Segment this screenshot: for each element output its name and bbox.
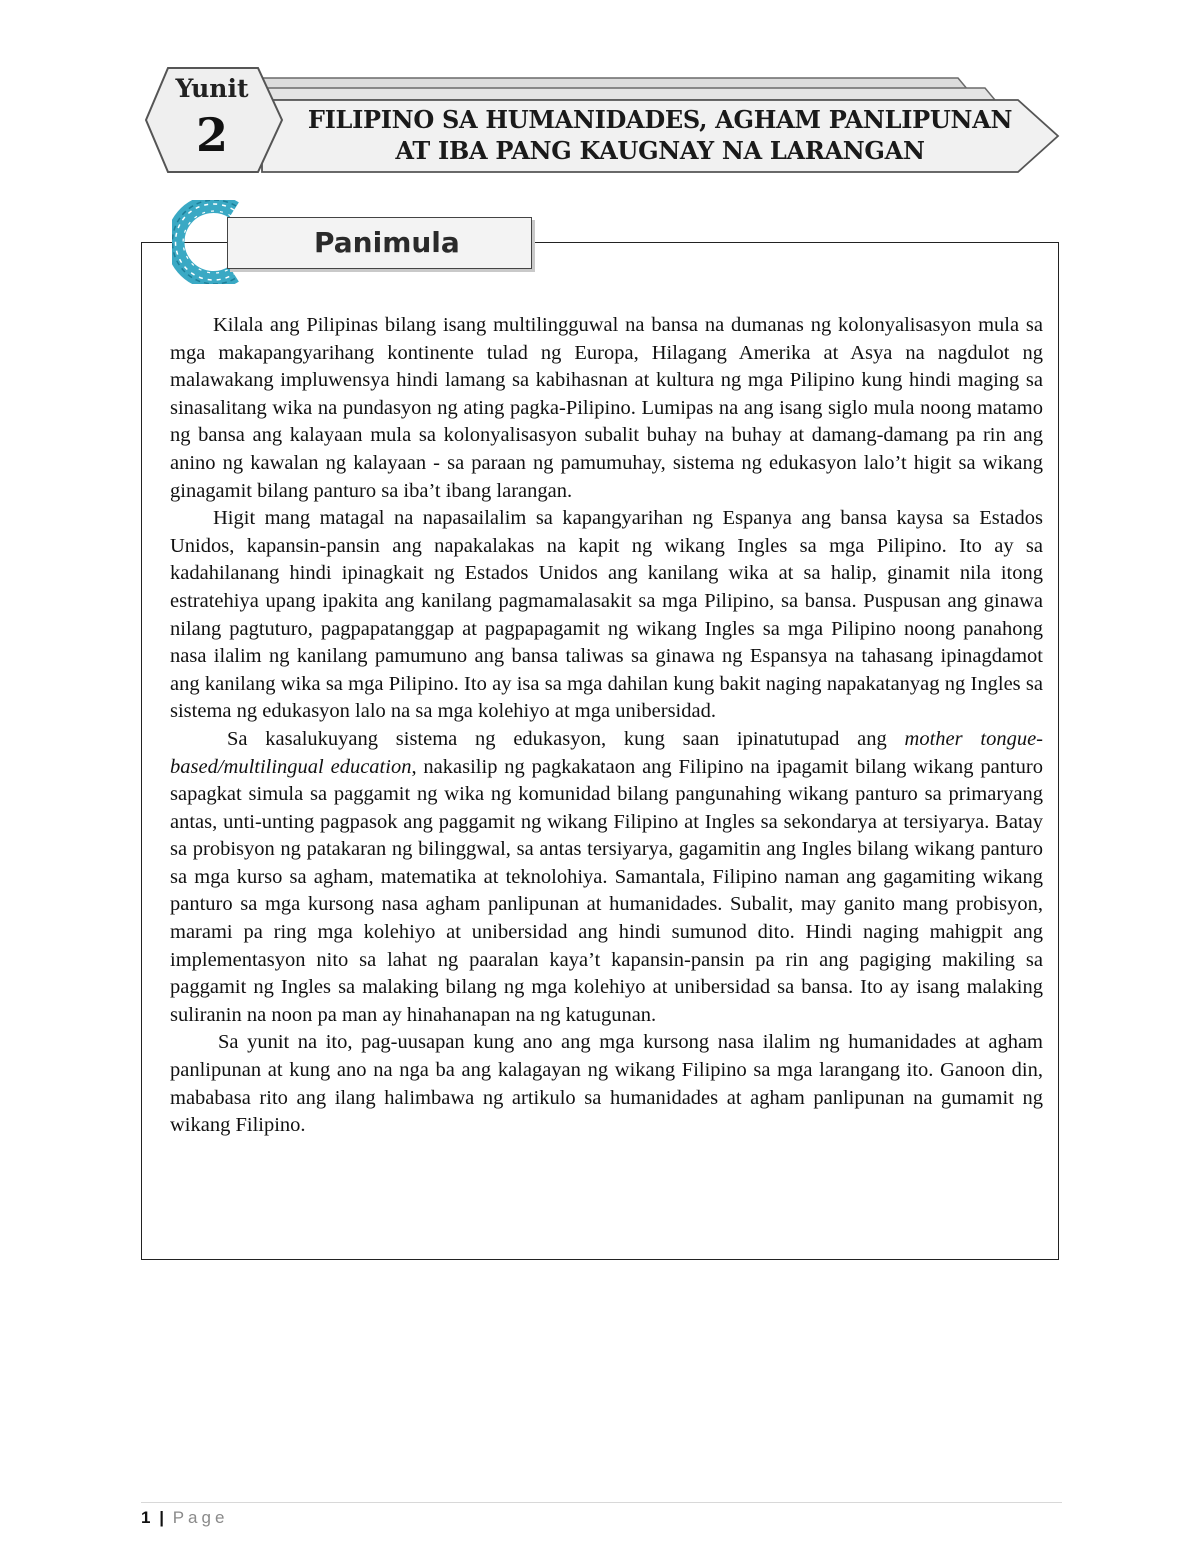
- footer-separator: |: [159, 1508, 164, 1527]
- paragraph-1: Kilala ang Pilipinas bilang isang multilingguwal na bansa na dumanas ng kolonyalisasyon mula sa mga makapangyarihang kontinente tulad ng Europa, Hilagang Amerika at Asya na nagdulot ng malawakang impluwensya hindi lamang sa kabihasnan at kultura ng mga Pilipino kung hindi maging sa sinasalitang wika na pundasyon ng ating pagka-Pilipino. Lumipas na ang isang siglo mula noong matamo ng bansa ang kalayaan mula sa kolonyalisasyon subalit buhay na buhay at damang-damang pa rin ang anino ng kawalan ng kalayaan - sa paraan ng pamumuhay, sistema ng edukasyon lalo’t higit sa wikang ginagamit bilang panturo sa iba’t ibang larangan.: [170, 314, 1043, 502]
- paragraph-2: Higit mang matagal na napasailalim sa kapangyarihan ng Espanya ang bansa kaysa sa Estados Unidos, kapansin-pansin ang napakalakas na kapit ng wikang Ingles sa mga Pilipino. Ito ay sa kadahilanang hindi ipinagkait ng Estados Unidos ang kanilang wika at sa halip, ginamit nila itong estratehiya upang ipakita ang kanilang pagmamalasakit sa mga Pilipino, sa bansa. Puspusan ang ginawa nilang pagtuturo, pagpapatanggap at pagpapagamit ng wikang Ingles sa mga Pilipino noong panahong nasa ilalim ng kanilang pamumuno ang bansa taliwas sa ginawa ng Espansya na tahasang ipinagdamot ang kanilang wika sa mga Pilipino. Ito ay isa sa mga dahilan kung bakit naging napakatanyag ng Ingles sa sistema ng edukasyon lalo na sa mga kolehiyo at mga unibersidad.: [170, 507, 1043, 723]
- unit-label: Yunit: [175, 74, 249, 103]
- page-footer: [141, 1508, 228, 1528]
- unit-title-line1: FILIPINO SA HUMANIDADES, AGHAM PANLIPUNAN: [307, 105, 1013, 134]
- section-body: [170, 312, 1043, 1140]
- unit-title-line2: AT IBA PANG KAUGNAY NA LARANGAN: [395, 136, 925, 165]
- page-label: Page: [172, 1508, 229, 1527]
- page-number: 1: [141, 1508, 151, 1527]
- paragraph-3-italic: mother tongue-based/multilingual education: [170, 727, 1044, 778]
- footer-rule: [141, 1502, 1062, 1503]
- paragraph-3: [170, 726, 1043, 1030]
- unit-header: [0, 0, 1200, 200]
- paragraph-4: Sa yunit na ito, pag-uusapan kung ano ang mga kursong nasa ilalim ng humanidades at agham panlipunan at kung ano na nga ba ang kalagayan ng wikang Filipino sa mga larangang ito. Ganoon din, mababasa rito ang ilang halimbawa ng artikulo sa humanidades at agham panlipunan na gumamit ng wikang Filipino.: [170, 1031, 1043, 1137]
- unit-number: 2: [195, 108, 228, 162]
- unit-title: [290, 104, 1030, 166]
- section-title: Panimula: [314, 226, 460, 259]
- paragraph-3-start: Sa kasalukuyang sistema ng edukasyon, kung saan ipinatutupad ang: [227, 727, 905, 750]
- paragraph-3-end: , nakasilip ng pagkakataon ang Filipino na ipagamit bilang wikang panturo sapagkat simula sa paggamit ng wika ng komunidad bilang pangunahing wikang panturo sa primaryang antas, unti-unting pagpasok ang paggamit ng wikang Filipino at Ingles sa sekondarya at tersiyarya. Batay sa probisyon ng patakaran ng bilinggwal, sa antas tersiyarya, gagamitin ang Ingles bilang wikang panturo sa mga kurso sa agham, matematika at teknolohiya. Samantala, Filipino naman ang gagamiting wikang panturo sa mga kursong nasa agham panlipunan at humanidades. Subalit, may ganito mang probisyon, marami pa ring mga kolehiyo at unibersidad ang hindi sumunod dito. Hindi naging mahigpit ang implementasyon nito sa lahat ng paaralan kaya’t kapansin-pansin pa rin ang pagiging makiling sa paggamit ng Ingles sa malaking bilang ng mga kolehiyo at unibersidad sa bansa. Ito ay isang malaking suliranin na noon pa man ay hinahanapan na ng katugunan.: [170, 755, 1043, 1026]
